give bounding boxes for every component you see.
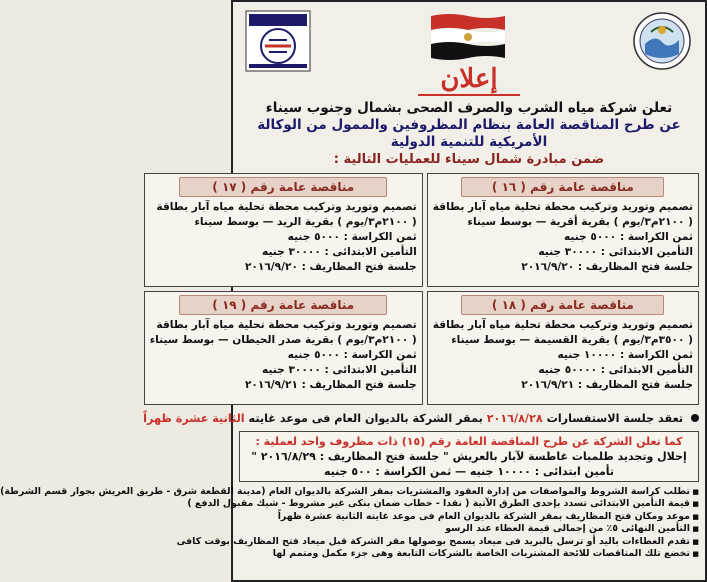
tender-capacity: ( ٢١٠٠م٣/يوم ) بقرية أقرية — بوسط سيناء: [467, 216, 693, 228]
tender-18: [427, 291, 699, 405]
note-item: ■ تقدم العطاءات باليد أو ترسل بالبريد فى ميعاد يسمح بوصولها مقر الشركة قبل ميعاد فتح المظاريف بوقت كافى: [239, 536, 699, 548]
tender-deposit: التأمين الابتدائى : ٣٠٠٠٠ جنيه: [262, 364, 417, 376]
inquiry-date: ٢٠١٦/٨/٢٨: [486, 412, 543, 425]
tender-17: [144, 173, 423, 287]
inquiry-session: [143, 410, 699, 427]
tender-description: تصميم وتوريد وتركيب محطة تحلية مياه آبار بطاقة: [432, 319, 693, 331]
tender-description: تصميم وتوريد وتركيب محطة تحلية مياه آبار بطاقة: [156, 319, 417, 331]
reissue-fees: تأمين ابتدائى : ١٠٠٠٠ جنيه — ثمن الكراسة : ٥٠٠ جنيه: [323, 465, 615, 478]
note-item: ■ قيمة التأمين الابتدائى تسدد بإحدى الطرق الآتية ( نقدا - خطاب ضمان بنكى غير مشروط - شيك مقبول الدفع ): [239, 498, 699, 510]
tender-capacity: ( ٢١٠٠م٣/يوم ) بقرية الريد — بوسط سيناء: [194, 216, 417, 228]
tender-booklet-price: ثمن الكراسة : ١٠٠٠٠ جنيه: [557, 349, 693, 361]
bullet-icon: [691, 414, 699, 422]
tender-title: مناقصة عامة رقم ( ١٩ ): [179, 295, 387, 315]
note-item: ■ موعد ومكان فتح المظاريف بمقر الشركة بالديوان العام فى موعد غايته الثانية عشرة ظهراً: [239, 511, 699, 523]
note-item: ■ تخضع تلك المناقصات للائحة المشتريات الخاصة بالشركات التابعة وهى جزء مكمل ومتمم لها: [239, 548, 699, 560]
tender-deposit: التأمين الابتدائى : ٣٠٠٠٠ جنيه: [262, 246, 417, 258]
tender-opening-date: جلسة فتح المظاريف : ٢٠١٦/٩/٢١: [521, 379, 693, 391]
inquiry-prefix: تعقد جلسة الاستفسارات: [546, 412, 684, 425]
note-item: ■ تطلب كراسة الشروط والمواصفات من إدارة العقود والمشتريات بمقر الشركة بالديوان العام (مدينة القطعة شرق - طريق العريش بجوار قسم الشرطة): [239, 486, 699, 498]
tender-title: مناقصة عامة رقم ( ١٦ ): [461, 177, 664, 197]
ad-header: [239, 6, 699, 98]
tender-15-box: [239, 431, 699, 482]
tender-title: مناقصة عامة رقم ( ١٧ ): [179, 177, 387, 197]
tenders-grid: [149, 173, 699, 405]
intro-text: [239, 100, 699, 168]
egypt-flag-icon: [429, 12, 507, 60]
tender-title: مناقصة عامة رقم ( ١٨ ): [461, 295, 664, 315]
intro-line-3: ضمن مبادرة شمال سيناء للعمليات التالية :: [333, 152, 605, 167]
intro-line-1: تعلن شركة مياه الشرب والصرف الصحى بشمال وجنوب سيناء: [265, 100, 673, 116]
reissue-heading: كما تعلن الشركة عن طرح المناقصة العامة رقم (١٥) ذات مظروف واحد لعملية :: [255, 435, 683, 448]
tender-opening-date: جلسة فتح المظاريف : ٢٠١٦/٩/٢٠: [244, 261, 417, 273]
inquiry-time: الثانية عشرة ظهراً: [143, 412, 245, 425]
tender-description: تصميم وتوريد وتركيب محطة تحلية مياه آبار بطاقة: [156, 201, 417, 213]
tender-16: [427, 173, 699, 287]
reissue-description: إحلال وتجديد طلمبات غاطسة لآبار بالعريش " جلسة فتح المظاريف : ٢٠١٦/٨/٢٩ ": [251, 450, 687, 463]
tender-booklet-price: ثمن الكراسة : ٥٠٠٠ جنيه: [563, 231, 693, 243]
usaid-logo-icon: [245, 10, 311, 72]
tender-capacity: ( ٣٥٠٠م٣/يوم ) بقرية القسيمة — بوسط سيناء: [451, 334, 693, 346]
inquiry-middle: بمقر الشركة بالديوان العام فى موعد غايته: [248, 412, 483, 425]
tender-deposit: التأمين الابتدائى : ٥٠٠٠٠ جنيه: [538, 364, 693, 376]
tender-booklet-price: ثمن الكراسة : ٥٠٠٠ جنيه: [287, 231, 417, 243]
announcement-title: إعلان: [418, 64, 519, 96]
tender-opening-date: جلسة فتح المظاريف : ٢٠١٦/٩/٢٠: [521, 261, 693, 273]
company-logo-icon: [631, 10, 693, 72]
note-item: ■ التأمين النهائى ٥٪ من إجمالى قيمة العطاء عند الرسو: [239, 523, 699, 535]
tender-booklet-price: ثمن الكراسة : ٥٠٠٠ جنيه: [287, 349, 417, 361]
tender-opening-date: جلسة فتح المظاريف : ٢٠١٦/٩/٢١: [244, 379, 417, 391]
intro-line-2: عن طرح المناقصة العامة بنظام المظروفين والممول من الوكالة الأمريكية للتنمية الدولية: [257, 117, 681, 150]
tender-deposit: التأمين الابتدائى : ٣٠٠٠٠ جنيه: [538, 246, 693, 258]
notes-list: [0, 486, 699, 560]
tender-19: [144, 291, 423, 405]
tender-description: تصميم وتوريد وتركيب محطة تحلية مياه آبار بطاقة: [432, 201, 693, 213]
announcement-title-wrap: [239, 64, 699, 96]
tender-capacity: ( ٢١٠٠م٣/يوم ) بقرية صدر الحيطان — بوسط سيناء: [149, 334, 417, 346]
